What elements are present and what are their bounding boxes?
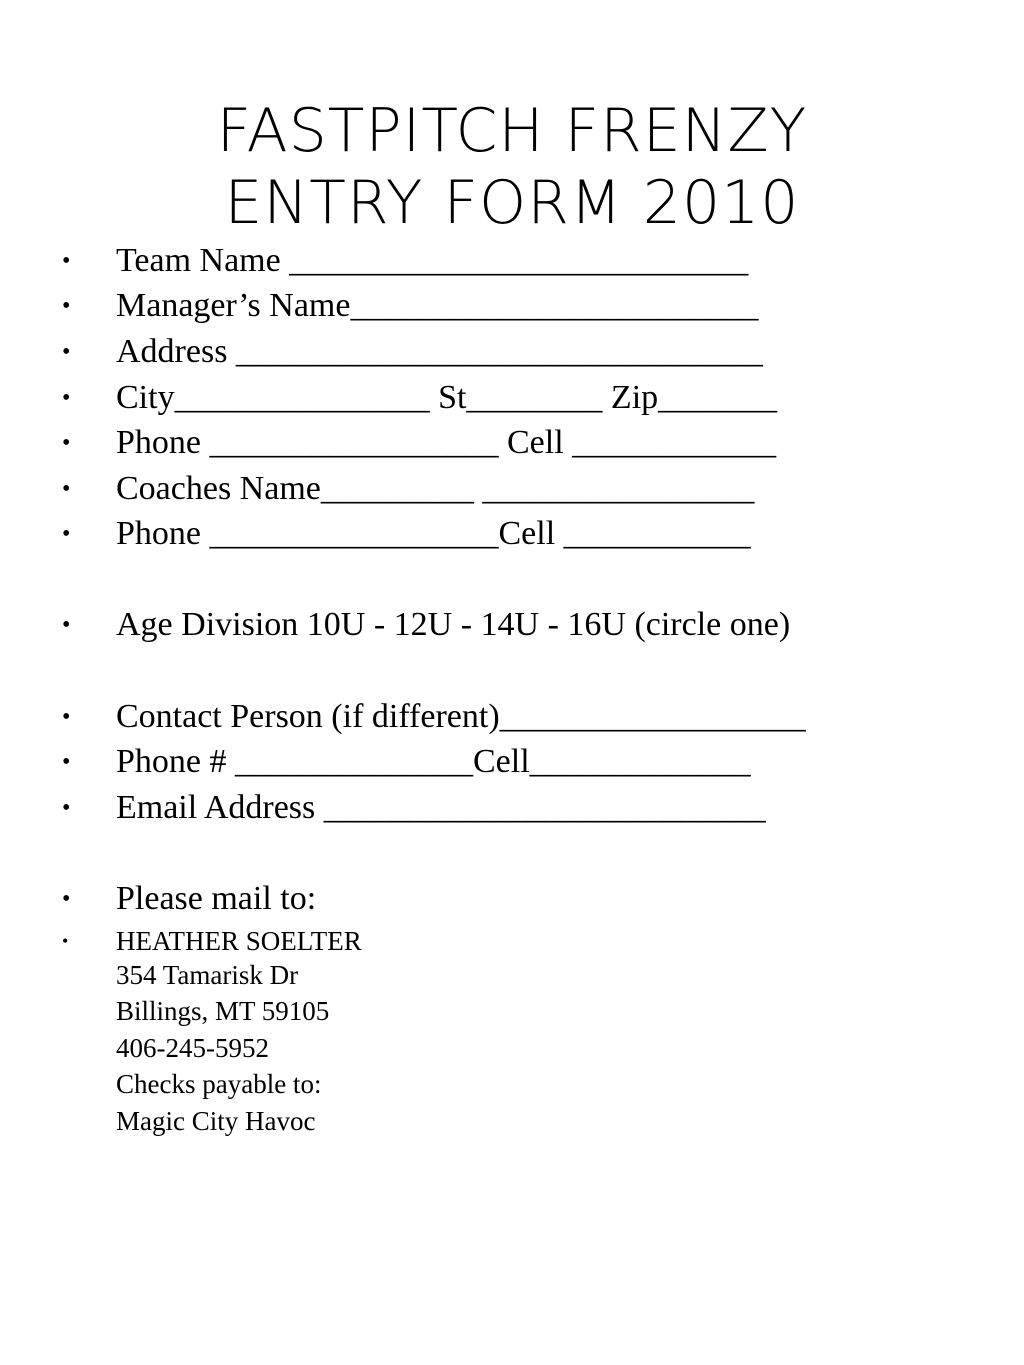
field-label: Phone # ______________Cell_____________ — [116, 743, 751, 780]
checks-payable-label: Checks payable to: — [116, 1069, 322, 1099]
field-label: Age Division 10U - 12U - 14U - 16U (circle one) — [116, 606, 791, 643]
bullet-icon: • — [62, 476, 71, 502]
bullet-icon: • — [62, 248, 71, 274]
bullet-icon: • — [62, 385, 71, 411]
mail-phone: 406-245-5952 — [116, 1033, 269, 1063]
bullet-icon: • — [62, 612, 71, 638]
field-coach-phone-cell — [0, 514, 1024, 554]
checks-payee: Magic City Havoc — [116, 1106, 316, 1136]
bullet-icon: • — [62, 521, 71, 547]
field-team-name — [0, 241, 1024, 281]
field-label: Coaches Name_________ ________________ — [116, 470, 755, 507]
field-age-division — [0, 605, 1024, 645]
field-email-address — [0, 788, 1024, 828]
bullet-icon: • — [62, 749, 71, 775]
field-contact-person — [0, 697, 1024, 737]
mail-to-heading — [0, 879, 1024, 919]
form-title-line-1: FASTPITCH FRENZY — [216, 96, 808, 166]
bullet-icon: • — [62, 430, 71, 456]
field-address — [0, 332, 1024, 372]
mail-street: 354 Tamarisk Dr — [116, 960, 299, 990]
field-label: Please mail to: — [116, 880, 317, 917]
bullet-icon: • — [62, 339, 71, 365]
field-contact-phone-cell — [0, 742, 1024, 782]
field-label: Email Address __________________________ — [116, 789, 766, 826]
bullet-icon: • — [62, 704, 71, 730]
field-label: Manager’s Name________________________ — [116, 287, 759, 324]
field-phone-cell — [0, 423, 1024, 463]
bullet-icon: • — [62, 795, 71, 821]
field-label: Phone _________________Cell ___________ — [116, 515, 751, 552]
mail-name: HEATHER SOELTER — [116, 926, 362, 956]
mail-to-name — [0, 921, 1024, 961]
field-label: City_______________ St________ Zip_______ — [116, 379, 778, 416]
field-label: Address _______________________________ — [116, 333, 763, 370]
field-coaches-name — [0, 469, 1024, 509]
bullet-icon: • — [62, 886, 71, 912]
field-label: Phone _________________ Cell ____________ — [116, 424, 777, 461]
field-label: Team Name ___________________________ — [116, 242, 749, 279]
field-manager-name — [0, 286, 1024, 326]
bullet-icon: • — [62, 293, 71, 319]
mail-city-state-zip: Billings, MT 59105 — [116, 996, 330, 1026]
bullet-icon: • — [62, 931, 69, 951]
form-title-line-2: ENTRY FORM 2010 — [224, 168, 800, 238]
field-label: Contact Person (if different)__________________ — [116, 698, 806, 735]
field-city-state-zip — [0, 378, 1024, 418]
